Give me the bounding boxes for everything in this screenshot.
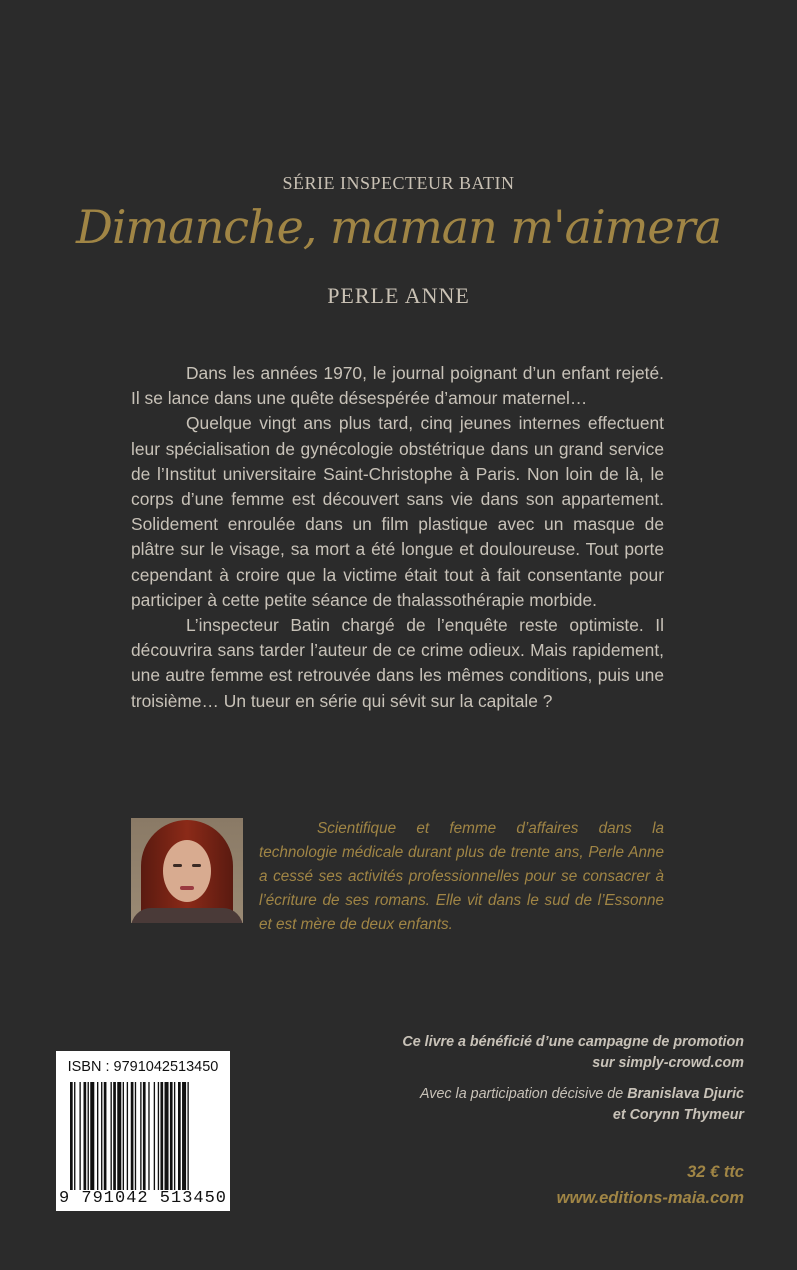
synopsis-paragraph: Dans les années 1970, le journal poignant d’un enfant rejeté. Il se lance dans une quête désespérée d’amour maternel…	[131, 363, 664, 409]
synopsis	[131, 361, 664, 714]
promo-credit	[324, 1032, 744, 1074]
synopsis-paragraph: Quelque vingt ans plus tard, cinq jeunes internes effectuent leur spécialisation de gynécologie obstétrique dans un grand service de l’Institut universitaire Saint-Christophe à Paris. Non loin de là, le corps d’une femme est découvert sans vie dans son appartement. Solidement enroulée dans un film plastique avec un masque de plâtre sur le visage, sa mort a été longue et douloureuse. Tout porte cependant à croire que la victime était tout à fait consentante pour participer à cette petite séance de thalassothérapie morbide.	[131, 413, 664, 610]
participation-line	[324, 1105, 744, 1126]
author-photo-shoulders	[131, 908, 243, 923]
author-bio	[259, 817, 664, 937]
author-photo-eye	[192, 864, 201, 867]
book-title: Dimanche, maman m'aimera	[75, 200, 722, 254]
author-photo-eye	[173, 864, 182, 867]
participant-name: Branislava Djuric	[627, 1086, 744, 1102]
promo-credit-line: Ce livre a bénéficié d’une campagne de promotion	[402, 1034, 744, 1050]
author-bio-text: Scientifique et femme d’affaires dans la technologie médicale durant plus de trente ans, Perle Anne a cessé ses activités professionnelles pour se consacrer à l’écriture de ses romans. Elle vit dans le sud de l’Essonne et est mère de deux enfants.	[259, 820, 664, 933]
price-block	[557, 1159, 744, 1211]
promo-credit-line: sur simply-crowd.com	[592, 1055, 744, 1071]
price: 32 € ttc	[687, 1163, 744, 1181]
barcode-digits: 9 791042 513450	[58, 1189, 228, 1208]
author-name: PERLE ANNE	[327, 283, 470, 308]
author-photo-mouth	[180, 886, 194, 890]
author-photo	[131, 818, 243, 923]
publisher-website[interactable]: www.editions-maia.com	[556, 1189, 744, 1207]
barcode-icon	[70, 1082, 222, 1190]
isbn-label: ISBN : 9791042513450	[67, 1059, 219, 1075]
participant-name: et Corynn Thymeur	[612, 1107, 744, 1123]
participation-credit	[324, 1084, 744, 1126]
author-photo-face	[163, 840, 211, 902]
barcode-box	[56, 1051, 230, 1211]
participation-line	[324, 1084, 744, 1105]
participation-prefix: Avec la participation décisive de	[420, 1086, 628, 1102]
series-label: SÉRIE INSPECTEUR BATIN	[282, 173, 515, 193]
synopsis-paragraph: L’inspecteur Batin chargé de l’enquête reste optimiste. Il découvrira sans tarder l’auteur de ce crime odieux. Mais rapidement, une autre femme est retrouvée dans les mêmes conditions, puis une troisième… Un tueur en série qui sévit sur la capitale ?	[131, 615, 664, 711]
